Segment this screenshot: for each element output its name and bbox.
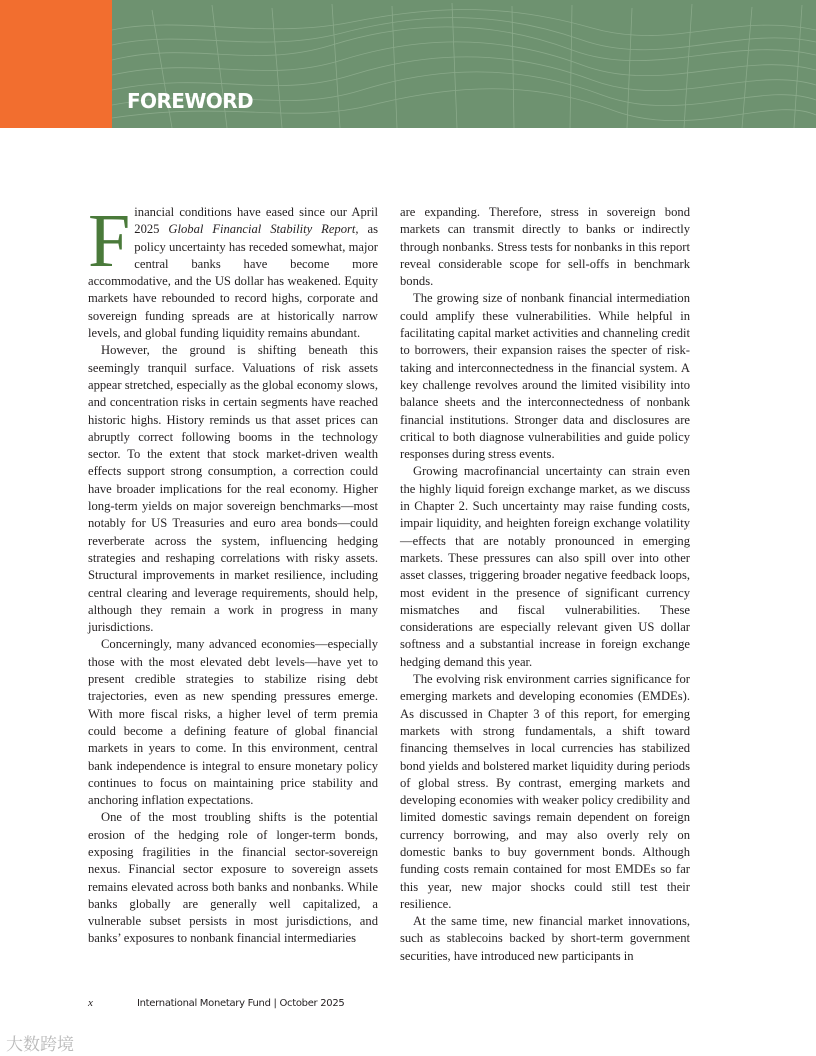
paragraph-1 xyxy=(88,199,378,342)
orange-accent-block xyxy=(0,0,112,128)
paragraph-1-end: , as policy uncertainty has receded somewhat, major central banks have become more accommodative, and the US dollar has weakened. Equity markets have rebounded to record highs, corporate and sovereign funding spreads are at historically narrow levels, and global funding liquidity remains abundant. xyxy=(88,222,378,341)
paragraph-3: Concerningly, many advanced economies—especially those with the most elevated debt levels—have yet to present credible strategies to stabilize rising debt trajectories, even as new spending pressures emerge. With more fiscal risks, a higher level of term premia could become a defining feature of global financial markets in years to come. In this environment, central bank independence is integral to ensure monetary policy continues to focus on maintaining price stability and anchoring inflation expectations. xyxy=(88,637,378,808)
report-title: Global Financial Stability Report xyxy=(168,222,356,237)
paragraph-2: However, the ground is shifting beneath this seemingly tranquil surface. Valuations of risk assets appear stretched, especially as the global economy slows, and concentration risks in certain segments have reached historic highs. History reminds us that asset prices can abruptly correct following booms in the technology sector. To the extent that stock market-driven wealth effects support strong consumption, a correction could have broader implications for the real economy. Higher long-term yields on major sovereign benchmarks—most notably for US Treasuries and euro area bonds—could reverberate across the system, influencing hedging strategies and reshaping correlations with risky assets. Structural improvements in market resilience, including central clearing and leverage requirements, should help, although they remain a work in progress in many jurisdictions. xyxy=(88,343,378,635)
right-column xyxy=(400,204,690,965)
left-column xyxy=(88,199,378,948)
footer-publication: International Monetary Fund | October 2025 xyxy=(137,998,345,1009)
drop-cap: F xyxy=(88,199,131,283)
paragraph-6: The growing size of nonbank financial intermediation could amplify these vulnerabilities. While helpful in facilitating capital market activities and channeling credit to borrowers, their expansion raises the specter of risk-taking and interconnectedness in the financial system. A key challenge revolves around the limited visibility into balance sheets and the interconnectedness of nonbank financial institutions. Stronger data and disclosures are critical to both diagnose vulnerabilities and guide policy responses during stress events. xyxy=(400,291,690,462)
paragraph-9: At the same time, new financial market innovations, such as stablecoins backed by short-term government securities, have introduced new participants in xyxy=(400,914,690,963)
page-number: x xyxy=(88,997,93,1009)
paragraph-1-start: inancial conditions have eased since our April 2025 xyxy=(134,205,378,237)
watermark: 大数跨境 xyxy=(6,1035,74,1055)
paragraph-7: Growing macrofinancial uncertainty can strain even the highly liquid foreign exchange market, as we discuss in Chapter 2. Such uncertainty may raise funding costs, impair liquidity, and heighten foreign exchange volatility—effects that are notably pronounced in emerging markets. These pressures can also spill over into other asset classes, triggering broader negative feedback loops, most evident in the presence of significant currency mismatches and fiscal vulnerabilities. These considerations are especially relevant given US dollar softness and a substantial increase in foreign exchange hedging demand this year. xyxy=(400,464,690,669)
paragraph-8: The evolving risk environment carries significance for emerging markets and developing economies (EMDEs). As discussed in Chapter 3 of this report, for emerging markets with strong fundamentals, a shift toward financing themselves in local currencies has stabilized bond yields and bolstered market liquidity during periods of global stress. By contrast, emerging markets and developing economies with weaker policy credibility and limited domestic savings remain dependent on foreign currency borrowing, and may also overly rely on domestic banks to buy government bonds. Although funding costs remain contained for most EMDEs so far this year, new major shocks could still test their resilience. xyxy=(400,672,690,911)
paragraph-4: One of the most troubling shifts is the potential erosion of the hedging role of longer-term bonds, exposing fragilities in the financial sector-sovereign nexus. Financial sector exposure to sovereign assets remains elevated across both banks and nonbanks. While banks globally are generally well capitalized, a vulnerable subset persists in most jurisdictions, and banks’ exposures to nonbank financial intermediaries xyxy=(88,810,378,946)
page-title: FOREWORD xyxy=(127,89,253,113)
header-banner xyxy=(0,0,816,128)
paragraph-5: are expanding. Therefore, stress in sovereign bond markets can transmit directly to banks or indirectly through nonbanks. Stress tests for nonbanks in this report reveal considerable scope for sell-offs in benchmark bonds. xyxy=(400,205,690,289)
